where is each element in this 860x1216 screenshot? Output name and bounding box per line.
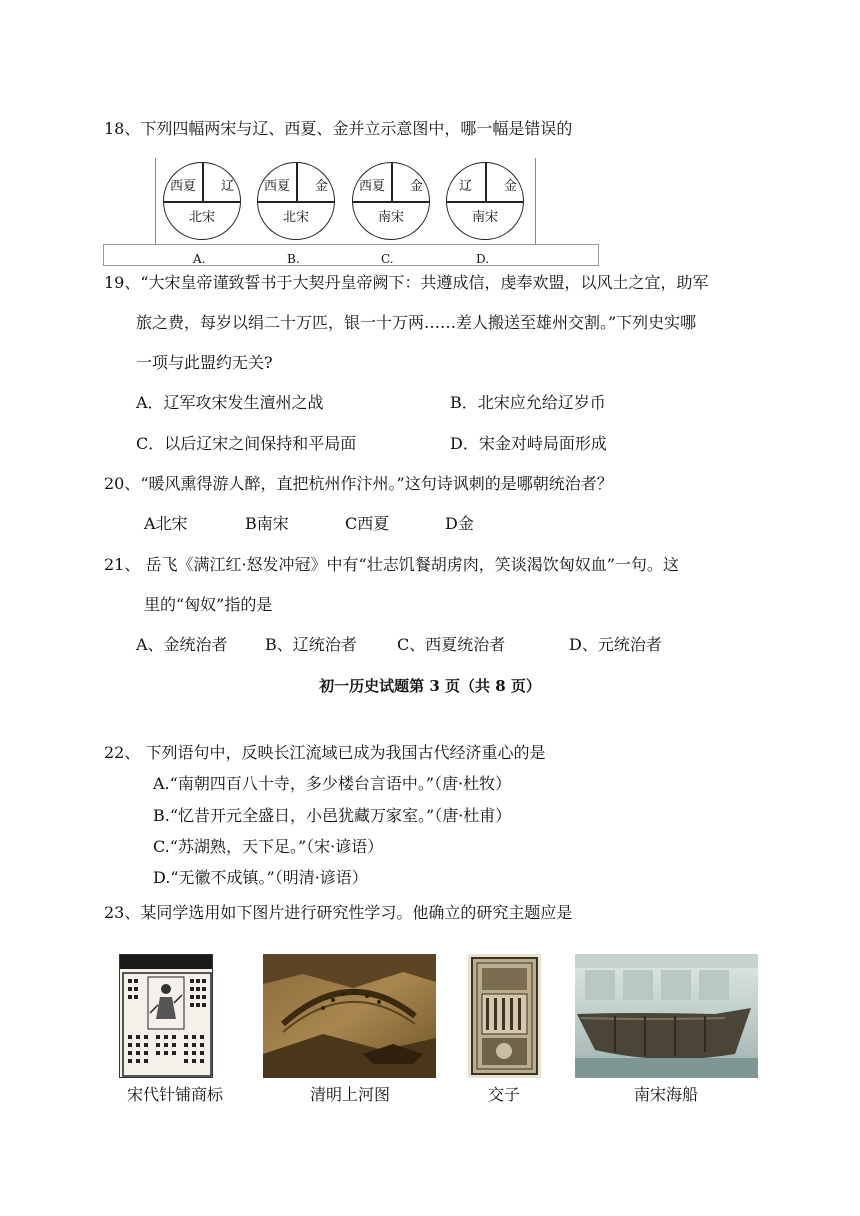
qingming-scroll-image — [263, 954, 436, 1078]
question-19-line-2: 旅之费，每岁以绢二十万匹，银一十万两……差人搬送至雄州交割。”下列史实哪 — [136, 313, 697, 332]
q20-option-b: B南宋 — [245, 514, 289, 533]
question-21-line-1: 21、 岳飞《满江红·怒发冲冠》中有“壮志饥餐胡虏肉，笑谈渴饮匈奴血”一句。这 — [104, 555, 679, 574]
needle-shop-trademark-image — [119, 954, 213, 1078]
jiaozi-paper-money-image — [468, 954, 541, 1078]
question-21-line-2: 里的“匈奴”指的是 — [144, 595, 273, 614]
question-23: 23、某同学选用如下图片进行研究性学习。他确立的研究主题应是 — [104, 903, 573, 922]
diagram-d: 辽 金 南宋 — [446, 162, 524, 240]
diagram-b-label: B. — [287, 252, 300, 266]
q19-option-d: D．宋金对峙局面形成 — [450, 434, 607, 453]
diagram-d-label: D. — [476, 252, 490, 266]
diagram-a: 西夏 辽 北宋 — [163, 162, 241, 240]
caption-jiaozi: 交子 — [487, 1085, 520, 1104]
diagram-c-label: C. — [381, 252, 394, 266]
q21-option-c: C、西夏统治者 — [397, 635, 506, 654]
q19-option-b: B．北宋应允给辽岁币 — [450, 393, 606, 412]
q21-option-d: D、元统治者 — [569, 635, 662, 654]
q20-option-a: A北宋 — [144, 514, 188, 533]
caption-trademark: 宋代针铺商标 — [126, 1085, 223, 1104]
caption-ship: 南宋海船 — [633, 1085, 698, 1104]
question-22: 22、 下列语句中，反映长江流域已成为我国古代经济重心的是 — [104, 743, 546, 762]
diagram-a-label: A. — [193, 252, 206, 266]
q22-option-d: D.“无徽不成镇。”（明清·谚语） — [153, 868, 368, 887]
q19-option-c: C．以后辽宋之间保持和平局面 — [136, 434, 357, 453]
question-20: 20、“暖风熏得游人醉，直把杭州作汴州。”这句诗讽刺的是哪朝统治者？ — [104, 474, 613, 493]
q21-option-a: A、金统治者 — [136, 635, 228, 654]
q20-option-d: D金 — [445, 514, 474, 533]
question-19-line-1: 19、“大宋皇帝谨致誓书于大契丹皇帝阙下：共遵成信，虔奉欢盟，以风土之宜，助军 — [104, 273, 709, 292]
q21-option-b: B、辽统治者 — [265, 635, 357, 654]
diagram-b: 西夏 金 北宋 — [257, 162, 335, 240]
q22-option-b: B.“忆昔开元全盛日，小邑犹藏万家室。”（唐·杜甫） — [153, 806, 512, 825]
page-footer: 初一历史试题第 3 页（共 8 页） — [319, 677, 541, 695]
diagram-c: 西夏 金 南宋 — [352, 162, 430, 240]
caption-qingming: 清明上河图 — [309, 1085, 390, 1104]
q20-option-c: C西夏 — [345, 514, 390, 533]
q19-option-a: A．辽军攻宋发生澶州之战 — [136, 393, 324, 412]
q22-option-c: C.“苏湖熟，天下足。”（宋·谚语） — [153, 837, 384, 856]
q22-option-a: A.“南朝四百八十寺，多少楼台言语中。”（唐·杜牧） — [153, 774, 512, 793]
southern-song-ship-image — [575, 954, 758, 1078]
question-18: 18、下列四幅两宋与辽、西夏、金并立示意图中，哪一幅是错误的 — [104, 119, 573, 138]
question-19-line-3: 一项与此盟约无关? — [136, 353, 273, 372]
